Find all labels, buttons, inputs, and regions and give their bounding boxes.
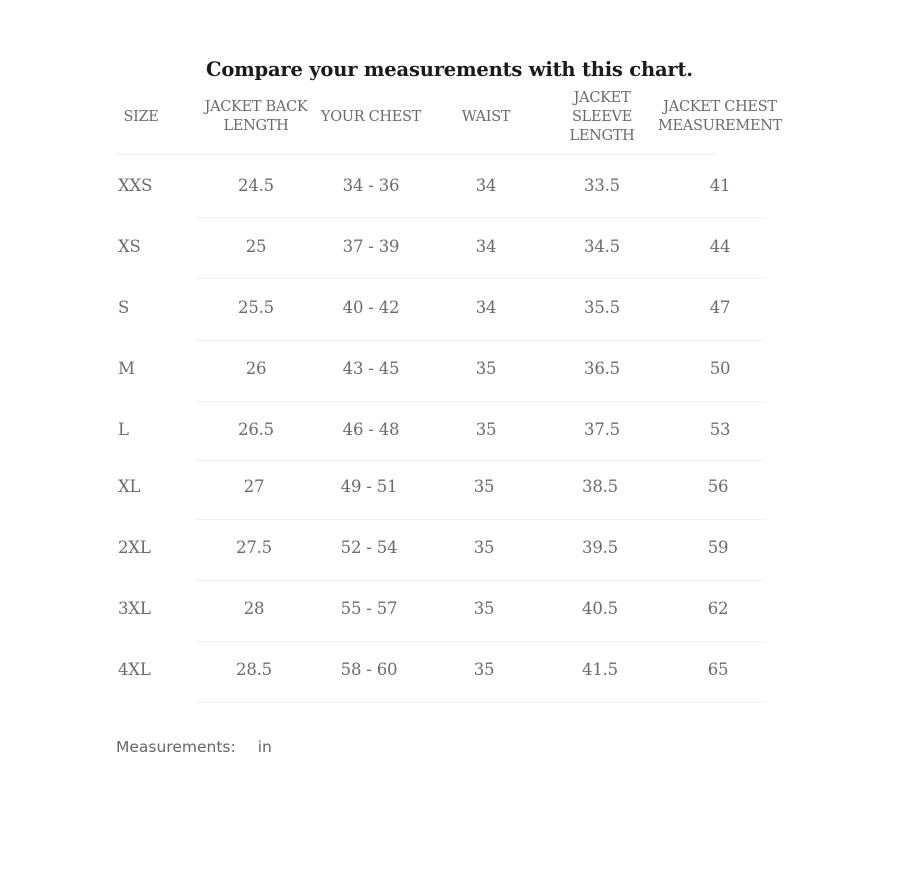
row-divider (196, 217, 766, 218)
sleeve-length-cell: 36.5 (584, 359, 620, 378)
waist-cell: 34 (475, 298, 497, 317)
size-cell: L (118, 420, 129, 439)
row-divider (196, 401, 766, 402)
row-divider (196, 580, 766, 581)
chest-range-cell: 34 - 36 (342, 176, 400, 195)
waist-cell: 35 (473, 599, 495, 618)
size-cell: M (118, 359, 135, 378)
waist-cell: 35 (473, 660, 495, 679)
size-cell: 3XL (118, 599, 151, 618)
back-length-cell: 28.5 (236, 660, 272, 679)
back-length-cell: 24.5 (238, 176, 274, 195)
sleeve-length-cell: 35.5 (584, 298, 620, 317)
sleeve-length-cell: 41.5 (582, 660, 618, 679)
chest-range-cell: 40 - 42 (342, 298, 400, 317)
chest-measurement-cell: 59 (707, 538, 729, 557)
row-divider (196, 641, 766, 642)
back-length-cell: 28 (243, 599, 265, 618)
chart-title: Compare your measurements with this chart. (206, 58, 693, 81)
header-your-chest: YOUR CHEST (320, 109, 422, 125)
sleeve-length-cell: 37.5 (584, 420, 620, 439)
row-divider (196, 460, 766, 461)
header-waist: WAIST (461, 109, 511, 125)
chest-measurement-cell: 62 (707, 599, 729, 618)
measurements-unit: in (257, 738, 272, 756)
chest-measurement-cell: 41 (709, 176, 731, 195)
chest-measurement-cell: 44 (709, 237, 731, 256)
chest-measurement-cell: 56 (707, 477, 729, 496)
back-length-cell: 26.5 (238, 420, 274, 439)
header-jacket-sleeve-length: JACKET SLEEVE LENGTH (569, 90, 635, 144)
header-size: SIZE (123, 109, 159, 125)
waist-cell: 35 (473, 477, 495, 496)
sleeve-length-cell: 39.5 (582, 538, 618, 557)
header-jacket-back-length: JACKET BACK LENGTH (204, 99, 308, 134)
chest-range-cell: 43 - 45 (342, 359, 400, 378)
row-divider (196, 702, 766, 703)
chest-range-cell: 49 - 51 (340, 477, 398, 496)
back-length-cell: 27.5 (236, 538, 272, 557)
back-length-cell: 26 (245, 359, 267, 378)
measurements-label: Measurements: (116, 738, 236, 756)
row-divider (196, 519, 766, 520)
chest-measurement-cell: 50 (709, 359, 731, 378)
row-divider (116, 154, 716, 155)
chest-measurement-cell: 65 (707, 660, 729, 679)
chest-range-cell: 37 - 39 (342, 237, 400, 256)
chest-range-cell: 55 - 57 (340, 599, 398, 618)
sleeve-length-cell: 38.5 (582, 477, 618, 496)
chest-measurement-cell: 47 (709, 298, 731, 317)
sleeve-length-cell: 40.5 (582, 599, 618, 618)
waist-cell: 35 (473, 538, 495, 557)
header-jacket-chest-measurement: JACKET CHEST MEASUREMENT (657, 99, 783, 134)
size-cell: XS (118, 237, 141, 256)
chest-measurement-cell: 53 (709, 420, 731, 439)
back-length-cell: 25 (245, 237, 267, 256)
chest-range-cell: 46 - 48 (342, 420, 400, 439)
measurements-unit-note (116, 738, 272, 756)
size-cell: S (118, 298, 130, 317)
chest-range-cell: 58 - 60 (340, 660, 398, 679)
size-cell: 4XL (118, 660, 151, 679)
waist-cell: 34 (475, 176, 497, 195)
waist-cell: 35 (475, 420, 497, 439)
sleeve-length-cell: 34.5 (584, 237, 620, 256)
row-divider (196, 278, 766, 279)
size-cell: XXS (118, 176, 153, 195)
chest-range-cell: 52 - 54 (340, 538, 398, 557)
back-length-cell: 25.5 (238, 298, 274, 317)
sleeve-length-cell: 33.5 (584, 176, 620, 195)
waist-cell: 35 (475, 359, 497, 378)
waist-cell: 34 (475, 237, 497, 256)
back-length-cell: 27 (243, 477, 265, 496)
row-divider (196, 340, 766, 341)
size-cell: 2XL (118, 538, 151, 557)
size-cell: XL (118, 477, 141, 496)
